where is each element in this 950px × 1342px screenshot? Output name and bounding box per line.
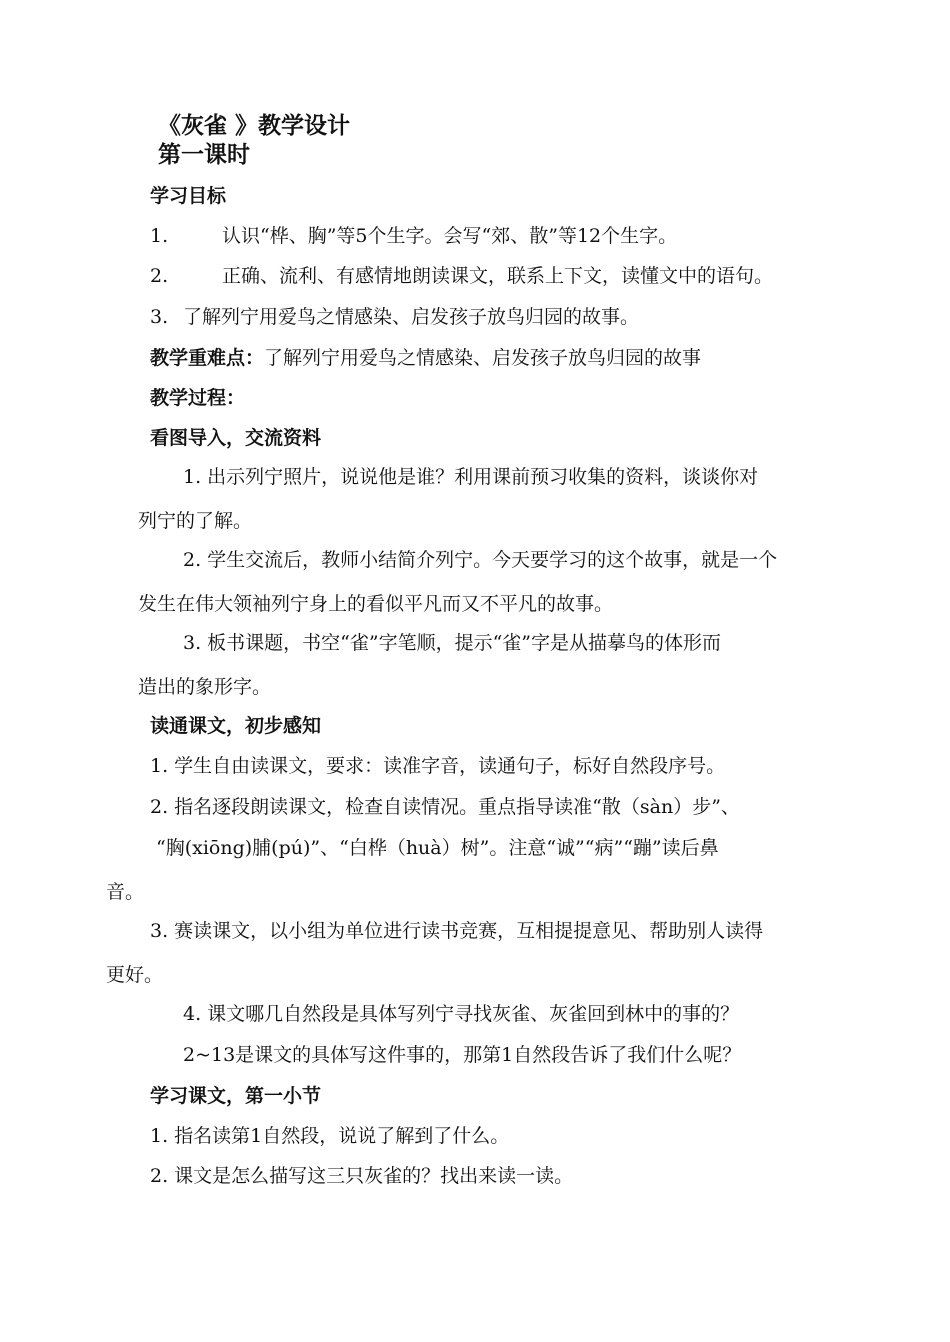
lesson-subtitle: 第一课时 bbox=[158, 142, 250, 168]
objective-text: 认识“桦、胸”等5个生字。会写“郊、散”等12个生字。 bbox=[222, 225, 678, 247]
paragraph-line: 1. 指名读第1自然段，说说了解到了什么。 bbox=[150, 1125, 510, 1147]
section-heading-intro: 看图导入，交流资料 bbox=[150, 427, 322, 449]
key-points-label: 教学重难点： bbox=[150, 347, 265, 369]
paragraph-line: 2. 指名逐段朗读课文，检查自读情况。重点指导读准“散（sàn）步”、 bbox=[150, 796, 740, 818]
section-heading-study: 学习课文，第一小节 bbox=[150, 1085, 322, 1107]
paragraph-line: 2. 课文是怎么描写这三只灰雀的？找出来读一读。 bbox=[150, 1165, 574, 1187]
paragraph-line: 2. 学生交流后，教师小结简介列宁。今天要学习的这个故事，就是一个 bbox=[183, 549, 778, 571]
objective-text: 了解列宁用爱鸟之情感染、启发孩子放鸟归园的故事。 bbox=[183, 306, 640, 328]
key-points-text: 了解列宁用爱鸟之情感染、启发孩子放鸟归园的故事 bbox=[264, 347, 702, 369]
objective-number: 1. bbox=[150, 225, 169, 247]
objectives-heading: 学习目标 bbox=[150, 185, 227, 207]
objective-item bbox=[150, 224, 677, 248]
paragraph-line: 3. 板书课题，书空“雀”字笔顺，提示“雀”字是从描摹鸟的体形而 bbox=[183, 632, 722, 654]
paragraph-line: 4. 课文哪几自然段是具体写列宁寻找灰雀、灰雀回到林中的事的？ bbox=[183, 1003, 740, 1025]
objective-item bbox=[150, 305, 639, 329]
key-points bbox=[150, 346, 701, 370]
paragraph-line: “胸(xiōng)脯(pú)”、“白桦（huà）树”。注意“诚”“病”“蹦”读后鼻 bbox=[156, 837, 719, 859]
paragraph-line: 更好。 bbox=[106, 964, 164, 986]
paragraph-line: 3. 赛读课文，以小组为单位进行读书竞赛，互相提提意见、帮助别人读得 bbox=[150, 920, 764, 942]
process-label: 教学过程： bbox=[150, 387, 246, 409]
objective-item bbox=[150, 264, 773, 288]
paragraph-line: 音。 bbox=[106, 881, 145, 903]
objective-number: 2. bbox=[150, 265, 169, 287]
paragraph-line: 列宁的了解。 bbox=[138, 510, 253, 532]
objective-number: 3. bbox=[150, 306, 169, 328]
paragraph-line: 发生在伟大领袖列宁身上的看似平凡而又不平凡的故事。 bbox=[138, 593, 614, 615]
paragraph-line: 1. 出示列宁照片，说说他是谁？利用课前预习收集的资料，谈谈你对 bbox=[183, 466, 759, 488]
section-heading-reading: 读通课文，初步感知 bbox=[150, 715, 322, 737]
objective-text: 正确、流利、有感情地朗读课文，联系上下文，读懂文中的语句。 bbox=[222, 265, 774, 287]
paragraph-line: 造出的象形字。 bbox=[138, 676, 272, 698]
paragraph-line: 2~13是课文的具体写这件事的，那第1自然段告诉了我们什么呢？ bbox=[183, 1044, 742, 1066]
paragraph-line: 1. 学生自由读课文，要求：读准字音，读通句子，标好自然段序号。 bbox=[150, 755, 726, 777]
document-title: 《灰雀 》教学设计 bbox=[158, 113, 351, 139]
